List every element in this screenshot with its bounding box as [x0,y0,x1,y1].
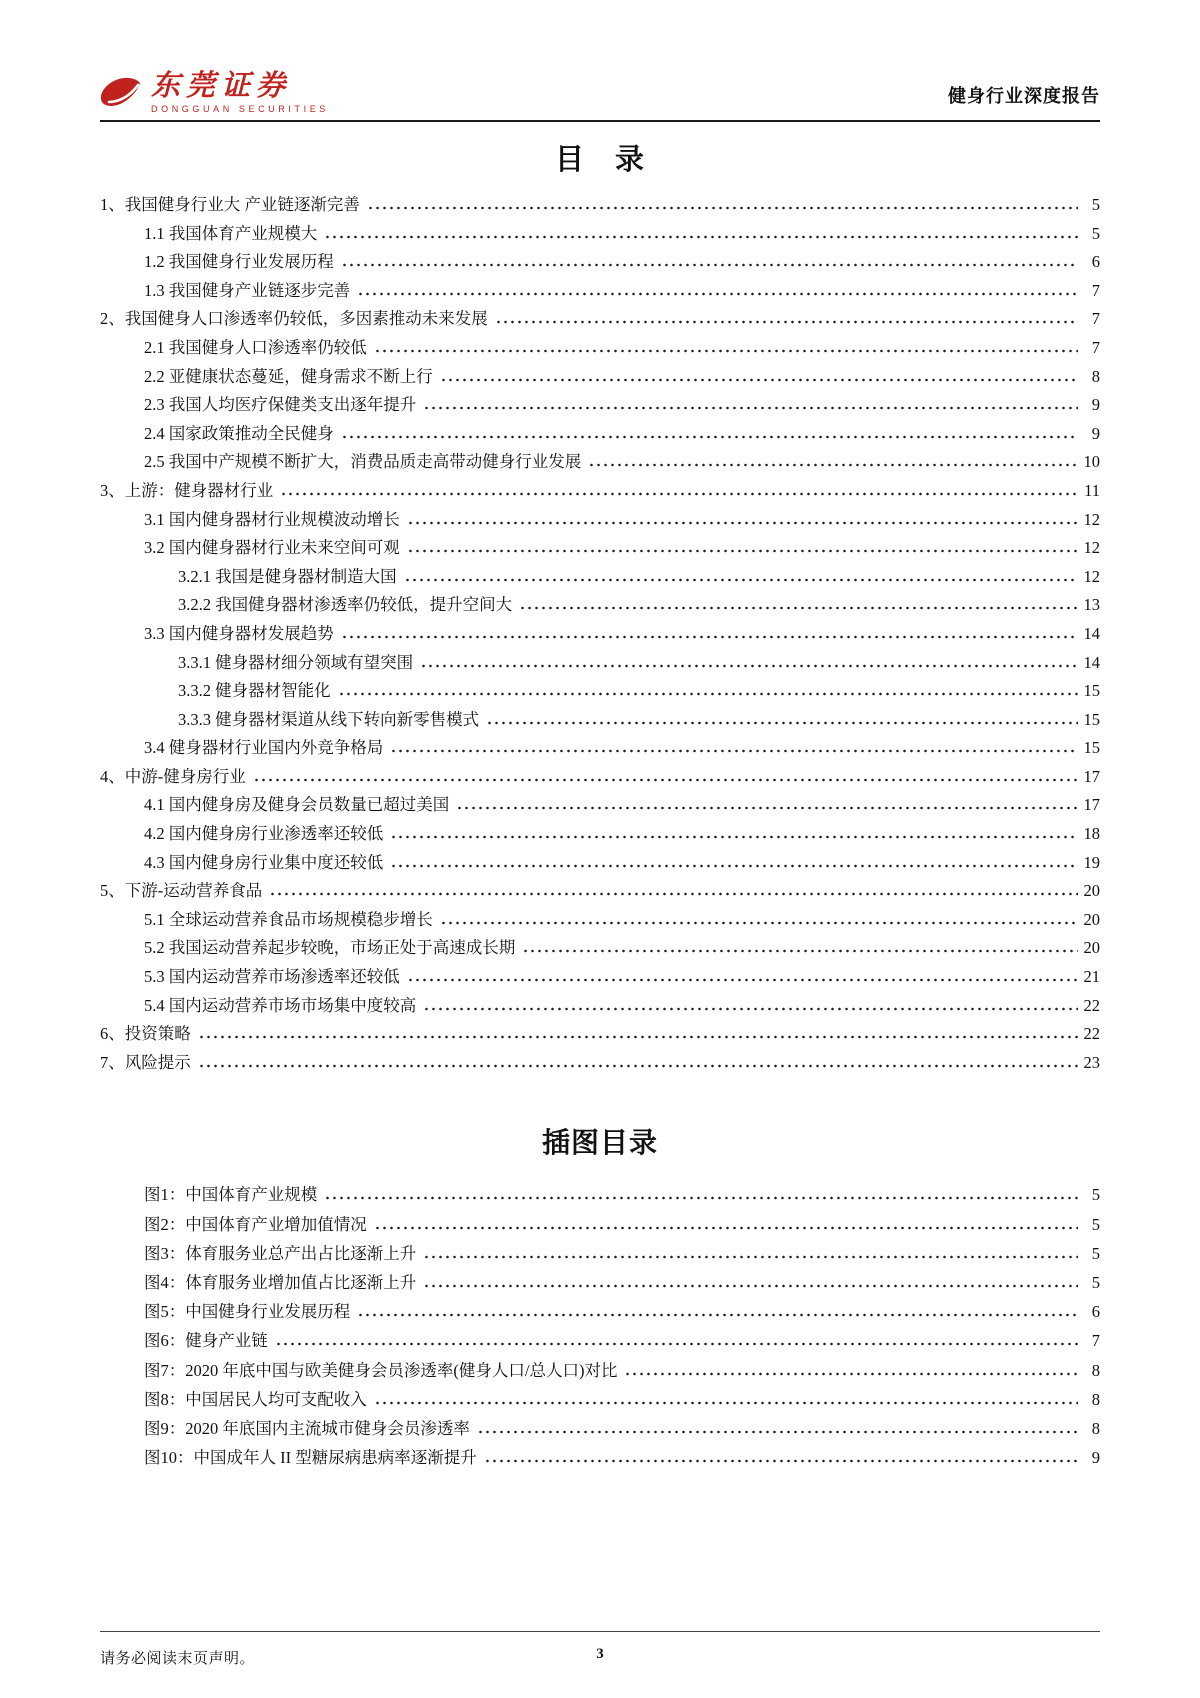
toc-entry-label: 2.2 亚健康状态蔓延，健身需求不断上行 [144,366,433,386]
toc-entry-page: 12 [1083,509,1100,529]
toc-leader-dots [420,656,1078,668]
toc-entry-page: 5 [1091,1272,1100,1292]
toc-entry-page: 6 [1091,252,1100,272]
toc-entry-page: 17 [1083,795,1100,815]
toc-leader-dots [357,1305,1078,1317]
toc-leader-dots [407,513,1078,525]
toc-entry [100,906,1100,935]
toc-leader-dots [324,227,1078,239]
toc-entry-label: 2.5 我国中产规模不断扩大，消费品质走高带动健身行业发展 [144,452,582,472]
toc-entry-label: 图6：健身产业链 [144,1331,268,1351]
figures-toc-title: 插图目录 [541,1128,658,1160]
toc-entry-label: 2.3 我国人均医疗保健类支出逐年提升 [144,395,417,415]
toc-entry-label: 1.1 我国体育产业规模大 [144,223,318,243]
toc-entry-label: 4.1 国内健身房及健身会员数量已超过美国 [144,795,450,815]
toc-entry-label: 3.3.2 健身器材智能化 [178,681,331,701]
toc-entry-page: 15 [1083,681,1100,701]
toc-entry-page: 15 [1083,709,1100,729]
toc-leader-dots [198,1027,1078,1039]
toc-entry-label: 图1：中国体育产业规模 [144,1185,318,1205]
toc-entry-page: 20 [1083,909,1100,929]
toc-entry-page: 8 [1091,366,1100,386]
toc-entry [100,963,1100,992]
toc-entry-page: 12 [1083,538,1100,558]
toc-entry-page: 9 [1091,423,1100,443]
toc-entry-page: 22 [1083,995,1100,1015]
toc-entry [100,1020,1100,1049]
toc-entry-page: 20 [1083,881,1100,901]
toc-leader-dots [341,427,1078,439]
toc-leader-dots [484,1451,1078,1463]
toc-entry [100,277,1100,306]
toc-leader-dots [522,941,1078,953]
toc-entry-page: 14 [1083,652,1100,672]
toc-entry [100,791,1100,820]
toc-entry [100,849,1100,878]
toc-entry-page: 8 [1091,1418,1100,1438]
toc-entry-label: 4.3 国内健身房行业集中度还较低 [144,852,384,872]
toc-entry-page: 6 [1091,1302,1100,1322]
toc-entry [100,734,1100,763]
toc-entry-page: 9 [1091,1448,1100,1468]
toc-entry [100,763,1100,792]
toc-entry [100,248,1100,277]
toc-entry-label: 2、我国健身人口渗透率仍较低，多因素推动未来发展 [100,309,488,329]
toc-entry-label: 图7：2020 年底中国与欧美健身会员渗透率(健身人口/总人口)对比 [144,1360,618,1380]
toc-entry-page: 7 [1091,1331,1100,1351]
toc-entry [100,477,1100,506]
toc-entry-page: 20 [1083,938,1100,958]
toc-entry-page: 23 [1083,1052,1100,1072]
toc-entry-label: 图10：中国成年人 II 型糖尿病患病率逐渐提升 [144,1448,477,1468]
toc-entry-page: 15 [1083,738,1100,758]
toc-leader-dots [324,1188,1078,1200]
toc-entry [100,1415,1100,1444]
toc-entry-label: 1.3 我国健身产业链逐步完善 [144,280,351,300]
toc-entry [100,1240,1100,1269]
toc-leader-dots [423,1276,1078,1288]
toc-entry-label: 1、我国健身行业大 产业链逐渐完善 [100,195,360,214]
toc-entry-page: 18 [1083,824,1100,844]
toc-leader-dots [423,398,1078,410]
toc-leader-dots [624,1364,1078,1376]
toc-list [100,191,1100,1077]
footer-page-number: 3 [596,1646,604,1662]
toc-entry-label: 4、中游-健身房行业 [100,766,246,786]
toc-entry [100,1327,1100,1356]
toc-entry-label: 3.3.3 健身器材渠道从线下转向新零售模式 [178,709,480,729]
toc-leader-dots [374,1218,1078,1230]
toc-leader-dots [280,484,1078,496]
brand-text [151,72,329,114]
toc-entry-page: 17 [1083,766,1100,786]
toc-entry-page: 5 [1091,195,1100,214]
toc-entry-label: 3.2.1 我国是健身器材制造大国 [178,566,397,586]
toc-entry [100,591,1100,620]
toc-leader-dots [198,1056,1078,1068]
page-footer [100,1631,1100,1668]
toc-entry-label: 3.2.2 我国健身器材渗透率仍较低，提升空间大 [178,595,513,615]
toc-leader-dots [477,1422,1078,1434]
toc-entry [100,820,1100,849]
toc-leader-dots [374,1393,1078,1405]
toc-leader-dots [275,1334,1078,1346]
toc-entry-page: 5 [1091,223,1100,243]
toc-leader-dots [374,341,1078,353]
toc-entry [100,877,1100,906]
toc-entry-page: 13 [1083,595,1100,615]
toc-leader-dots [341,627,1078,639]
toc-entry [100,1357,1100,1386]
toc-entry-label: 图9：2020 年底国内主流城市健身会员渗透率 [144,1418,470,1438]
toc-entry-page: 9 [1091,395,1100,415]
toc-entry-label: 图3：体育服务业总产出占比逐渐上升 [144,1243,417,1263]
toc-entry [100,649,1100,678]
toc-entry [100,1269,1100,1298]
toc-entry-page: 5 [1091,1214,1100,1234]
toc-entry [100,1444,1100,1473]
toc-entry-page: 7 [1091,337,1100,357]
toc-entry-label: 7、风险提示 [100,1052,191,1072]
toc-entry-page: 21 [1083,967,1100,987]
toc-entry [100,934,1100,963]
toc-entry [100,420,1100,449]
toc-entry-label: 图8：中国居民人均可支配收入 [144,1389,367,1409]
toc-entry [100,305,1100,334]
toc-entry [100,1386,1100,1415]
footer-disclaimer: 请务必阅读末页声明。 [100,1651,256,1667]
toc-leader-dots [404,570,1078,582]
toc-entry-label: 5、下游-运动营养食品 [100,881,263,901]
toc-entry-page: 8 [1091,1389,1100,1409]
toc-entry [100,706,1100,735]
toc-title: 目 录 [554,144,645,176]
report-type-label: 健身行业深度报告 [948,86,1100,106]
toc-leader-dots [423,1247,1078,1259]
toc-entry-label: 6、投资策略 [100,1024,191,1044]
toc-leader-dots [486,713,1078,725]
toc-entry-page: 5 [1091,1185,1100,1205]
toc-entry [100,620,1100,649]
toc-entry-page: 12 [1083,566,1100,586]
toc-leader-dots [440,370,1078,382]
toc-leader-dots [588,455,1078,467]
toc-entry-page: 22 [1083,1024,1100,1044]
toc-entry-label: 3.4 健身器材行业国内外竞争格局 [144,738,384,758]
toc-entry [100,677,1100,706]
toc-entry [100,1181,1100,1210]
toc-entry-label: 图5：中国健身行业发展历程 [144,1302,351,1322]
toc-leader-dots [407,541,1078,553]
toc-leader-dots [495,312,1078,324]
figures-toc-list [100,1181,1100,1473]
toc-entry-page: 7 [1091,280,1100,300]
toc-entry-page: 8 [1091,1360,1100,1380]
toc-entry-label: 图4：体育服务业增加值占比逐渐上升 [144,1272,417,1292]
toc-leader-dots [456,798,1078,810]
toc-entry-page: 5 [1091,1243,1100,1263]
toc-entry-label: 图2：中国体育产业增加值情况 [144,1214,367,1234]
toc-entry [100,363,1100,392]
toc-leader-dots [338,684,1078,696]
toc-leader-dots [367,198,1078,210]
toc-entry-label: 4.2 国内健身房行业渗透率还较低 [144,824,384,844]
toc-leader-dots [390,856,1078,868]
toc-entry-page: 10 [1083,452,1100,472]
toc-entry-page: 7 [1091,309,1100,329]
toc-entry [100,534,1100,563]
toc-entry-label: 3、上游：健身器材行业 [100,480,274,500]
toc-entry-label: 3.2 国内健身器材行业未来空间可观 [144,538,400,558]
brand-name-english: DONGGUAN SECURITIES [151,104,329,114]
toc-entry [100,1049,1100,1078]
toc-entry [100,391,1100,420]
toc-leader-dots [341,255,1078,267]
toc-entry [100,1298,1100,1327]
toc-entry-page: 11 [1084,480,1100,500]
toc-entry-label: 5.2 我国运动营养起步较晚，市场正处于高速成长期 [144,938,516,958]
toc-entry-label: 2.1 我国健身人口渗透率仍较低 [144,337,367,357]
dongguan-securities-logo-icon [100,76,142,110]
toc-entry-label: 5.4 国内运动营养市场市场集中度较高 [144,995,417,1015]
toc-leader-dots [407,970,1078,982]
toc-entry-label: 5.3 国内运动营养市场渗透率还较低 [144,967,400,987]
toc-entry-page: 19 [1083,852,1100,872]
page-header [100,0,1100,114]
toc-entry-page: 14 [1083,623,1100,643]
header-divider [100,120,1100,122]
toc-entry-label: 5.1 全球运动营养食品市场规模稳步增长 [144,909,433,929]
toc-entry [100,506,1100,535]
brand-name-chinese: 东莞证券 [151,70,292,102]
toc-leader-dots [253,770,1078,782]
toc-entry [100,1211,1100,1240]
toc-leader-dots [440,913,1078,925]
toc-entry [100,334,1100,363]
toc-leader-dots [423,999,1078,1011]
toc-leader-dots [269,884,1078,896]
toc-entry [100,992,1100,1021]
toc-entry-label: 2.4 国家政策推动全民健身 [144,423,334,443]
toc-entry-label: 1.2 我国健身行业发展历程 [144,252,334,272]
brand-logo [100,72,329,114]
toc-entry [100,220,1100,249]
toc-entry [100,563,1100,592]
toc-leader-dots [357,284,1078,296]
toc-leader-dots [519,598,1078,610]
toc-leader-dots [390,827,1078,839]
toc-entry-label: 3.3 国内健身器材发展趋势 [144,623,334,643]
toc-leader-dots [390,741,1078,753]
toc-entry-label: 3.1 国内健身器材行业规模波动增长 [144,509,400,529]
toc-entry [100,448,1100,477]
toc-entry [100,191,1100,220]
toc-entry-label: 3.3.1 健身器材细分领域有望突围 [178,652,414,672]
